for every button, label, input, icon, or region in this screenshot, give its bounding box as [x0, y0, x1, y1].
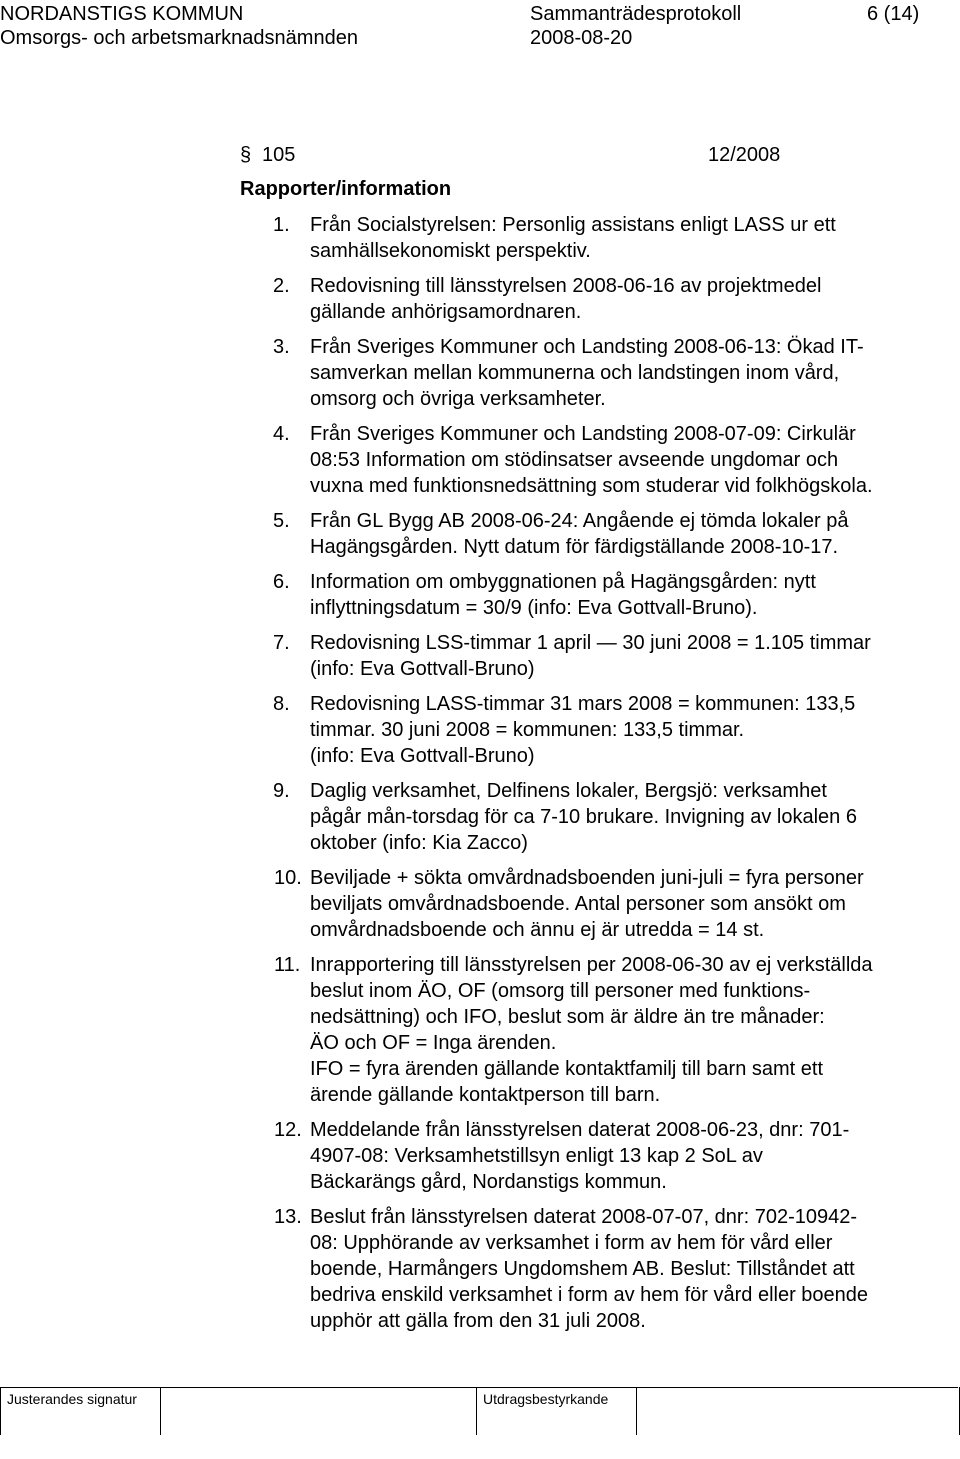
item-number: 7. [273, 632, 290, 654]
item-text: Från GL Bygg AB 2008-06-24: Angående ej tömda lokaler på Hagängsgården. Nytt datum för färdigställande 2008-10-17. [310, 510, 849, 558]
item-number: 2. [273, 275, 290, 297]
document-type: Sammanträdesprotokoll [530, 3, 742, 25]
extract-label-cell [476, 1387, 637, 1435]
paragraph-sign: § [240, 144, 252, 166]
item-text: Från Sveriges Kommuner och Landsting 2008-07-09: Cirkulär 08:53 Information om stödinsatser avseende ungdomar och vuxna med funktionsnedsättning som studerar vid folkhögskola. [310, 423, 873, 497]
list-item [240, 778, 940, 856]
list-item [240, 952, 940, 1108]
case-number: 12/2008 [708, 144, 781, 166]
item-text: Beslut från länsstyrelsen daterat 2008-07-07, dnr: 702-10942- 08: Upphörande av verksamhet i form av hem för vård eller boende, Harmångers Ungdomshem AB. Beslut: Tillståndet att bedriva enskild verksamhet i form av hem för vård eller boende upphör att gälla from den 31 juli 2008. [310, 1206, 869, 1332]
item-text: Inrapportering till länsstyrelsen per 2008-06-30 av ej verkställda beslut inom ÄO, OF (omsorg till personer med funktions- nedsättning) och IFO, beslut som är äldre än tre månader: ÄO och OF = Inga ärenden. IFO = fyra ärenden gällande kontaktfamilj till barn samt ett ärende gällande kontaktperson till barn. [310, 954, 873, 1106]
paragraph-heading [240, 143, 840, 167]
item-text: Meddelande från länsstyrelsen daterat 2008-06-23, dnr: 701- 4907-08: Verksamhetstillsyn enligt 13 kap 2 SoL av Bäckarängs gård, Nordanstigs kommun. [310, 1119, 850, 1193]
meeting-date: 2008-08-20 [530, 27, 633, 49]
extract-field [636, 1387, 960, 1435]
list-item [240, 630, 940, 682]
item-text: Redovisning till länsstyrelsen 2008-06-16 av projektmedel gällande anhörigsamordnaren. [310, 275, 822, 323]
list-item [240, 334, 940, 412]
item-number: 8. [273, 693, 290, 715]
list-item [240, 691, 940, 769]
signature-field [160, 1387, 477, 1435]
paragraph-number: 105 [262, 144, 296, 166]
item-number: 11. [274, 954, 301, 976]
list-item [240, 569, 940, 621]
signature-footer [0, 1387, 960, 1437]
item-number: 1. [273, 214, 290, 236]
list-item [240, 1117, 940, 1195]
signature-label-cell [0, 1387, 161, 1435]
section-title: Rapporter/information [240, 178, 452, 200]
list-item [240, 421, 940, 499]
item-text: Beviljade + sökta omvårdnadsboenden juni-juli = fyra personer beviljats omvårdnadsboende. Antal personer som ansökt om omvårdnadsboende och ännu ej är utredda = 14 st. [310, 867, 864, 941]
list-item [240, 865, 940, 943]
item-number: 5. [273, 510, 290, 532]
item-number: 13. [274, 1206, 302, 1228]
item-number: 9. [273, 780, 290, 802]
item-number: 4. [273, 423, 290, 445]
item-number: 12. [274, 1119, 302, 1141]
extract-label: Utdragsbestyrkande [483, 1391, 609, 1407]
list-item [240, 508, 940, 560]
item-text: Daglig verksamhet, Delfinens lokaler, Bergsjö: verksamhet pågår mån-torsdag för ca 7-10 brukare. Invigning av lokalen 6 oktober (info: Kia Zacco) [310, 780, 857, 854]
item-number: 3. [273, 336, 290, 358]
item-text: Redovisning LSS-timmar 1 april — 30 juni 2008 = 1.105 timmar (info: Eva Gottvall-Bruno) [310, 632, 871, 680]
committee-name: Omsorgs- och arbetsmarknadsnämnden [0, 27, 358, 49]
list-item [240, 1204, 940, 1334]
list-item [240, 212, 940, 264]
page-number: 6 (14) [867, 3, 920, 25]
item-text: Från Socialstyrelsen: Personlig assistans enligt LASS ur ett samhällsekonomiskt perspektiv. [310, 214, 836, 262]
item-text: Från Sveriges Kommuner och Landsting 2008-06-13: Ökad IT- samverkan mellan kommunerna och landstingen inom vård, omsorg och övriga verksamheter. [310, 336, 864, 410]
item-text: Redovisning LASS-timmar 31 mars 2008 = kommunen: 133,5 timmar. 30 juni 2008 = kommunen: 133,5 timmar. (info: Eva Gottvall-Bruno) [310, 693, 856, 767]
item-text: Information om ombyggnationen på Hagängsgården: nytt inflyttningsdatum = 30/9 (info: Eva Gottvall-Bruno). [310, 571, 816, 619]
list-item [240, 273, 940, 325]
item-number: 6. [273, 571, 290, 593]
signature-label: Justerandes signatur [7, 1391, 137, 1407]
item-number: 10. [274, 867, 302, 889]
report-list [240, 212, 940, 1343]
organization-name: NORDANSTIGS KOMMUN [0, 3, 244, 25]
